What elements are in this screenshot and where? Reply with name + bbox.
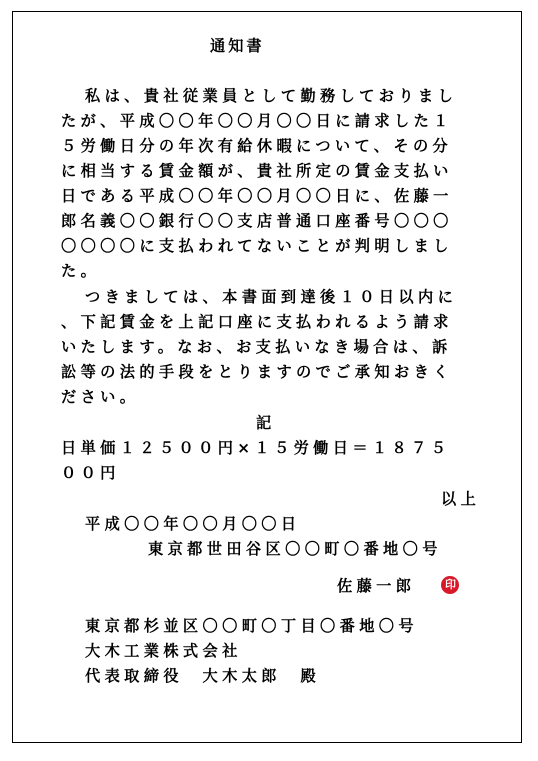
body-line: た。 <box>61 262 101 280</box>
document-date: 平成〇〇年〇〇月〇〇日 <box>85 515 301 533</box>
recipient-representative: 代表取締役 大木太郎 殿 <box>85 667 321 685</box>
body-line: 訟等の法的手段をとりますのでご承知おきく <box>61 363 453 381</box>
amount-line: ００円 <box>61 464 120 482</box>
sender-address: 東京都世田谷区〇〇町〇番地〇号 <box>148 540 442 558</box>
recipient-company: 大木工業株式会社 <box>85 642 242 660</box>
body-line: 日である平成〇〇年〇〇月〇〇日に、佐藤一 <box>61 187 453 205</box>
seal-stamp-icon <box>441 576 459 594</box>
seal-glyph: 印 <box>445 578 456 591</box>
body-line: 郎名義〇〇銀行〇〇支店普通口座番号〇〇〇 <box>61 212 453 230</box>
recipient-address: 東京都杉並区〇〇町〇丁目〇番地〇号 <box>85 617 418 635</box>
body-line: つきましては、本書面到達後１０日以内に <box>85 288 458 306</box>
body-line: 、下記賃金を上記口座に支払われるよう請求 <box>61 313 453 331</box>
amount-line: 日単価１２５００円×１５労働日＝１８７５ <box>61 439 451 457</box>
body-line: に相当する賃金額が、貴社所定の賃金支払い <box>61 162 453 180</box>
body-line: 〇〇〇〇に支払われてないことが判明しまし <box>61 237 453 255</box>
body-line: ５労働日分の年次有給休暇について、その分 <box>61 137 453 155</box>
sender-name: 佐藤一郎 <box>337 577 416 595</box>
document-title: 通知書 <box>210 37 265 55</box>
ijou-closing: 以上 <box>441 490 481 508</box>
ki-heading: 記 <box>256 414 276 432</box>
body-line: ださい。 <box>61 388 140 406</box>
body-line: たが、平成〇〇年〇〇月〇〇日に請求した１ <box>61 112 453 130</box>
body-line: いたします。なお、お支払いなき場合は、訴 <box>61 338 452 356</box>
body-line: 私は、貴社従業員として勤務しておりまし <box>85 87 458 105</box>
